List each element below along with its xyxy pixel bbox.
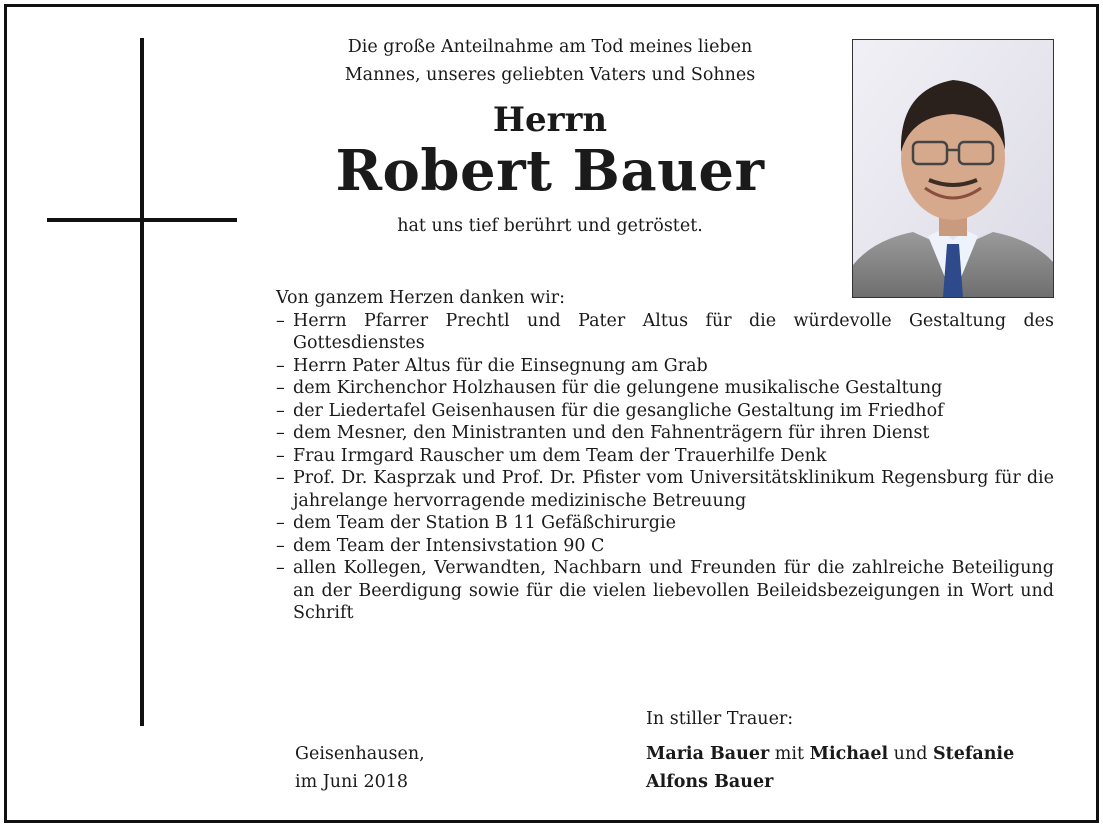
thanks-item: – dem Team der Intensivstation 90 C	[276, 535, 1054, 558]
intro-line-1: Die große Anteilnahme am Tod meines lieben	[347, 37, 753, 57]
thanks-item: – allen Kollegen, Verwandten, Nachbarn und Freunden für die zahlreiche Beteiligung an der Beerdigung sowie für die vielen liebevollen Beileidsbezeigungen in Wort und Schrift	[276, 557, 1054, 625]
thanks-item: – dem Mesner, den Ministranten und den Fahnenträgern für ihren Dienst	[276, 422, 1054, 445]
cross-horizontal-bar	[47, 218, 237, 222]
honorific: Herrn	[492, 100, 608, 140]
family-name-michael: Michael	[809, 744, 889, 764]
family-connector: und	[888, 744, 933, 764]
family-name-stefanie: Stefanie	[932, 744, 1015, 764]
place: Geisenhausen,	[295, 744, 425, 764]
intro-line-2: Mannes, unseres geliebten Vaters und Sohnes	[344, 65, 756, 85]
deceased-name: Robert Bauer	[335, 138, 765, 204]
date: im Juni 2018	[295, 772, 409, 792]
family-line-2: Alfons Bauer	[646, 772, 774, 792]
thanks-item: – dem Kirchenchor Holzhausen für die gelungene musikalische Gestaltung	[276, 377, 1054, 400]
thanks-section	[276, 287, 1054, 625]
thanks-item: – Prof. Dr. Kasprzak und Prof. Dr. Pfister vom Universitätsklinikum Regensburg für die jahrelange hervorragende medizinische Betreuung	[276, 467, 1054, 512]
family-line-1	[646, 740, 1014, 768]
cross-vertical-bar	[140, 38, 144, 726]
family-connector: mit	[769, 744, 810, 764]
thanks-item: – der Liedertafel Geisenhausen für die gesangliche Gestaltung im Friedhof	[276, 400, 1054, 423]
family-name-maria: Maria Bauer	[646, 744, 770, 764]
thanks-list	[276, 310, 1054, 625]
intro-text	[300, 33, 800, 89]
thanks-item: – dem Team der Station B 11 Gefäßchirurgie	[276, 512, 1054, 535]
thanks-item: – Herrn Pfarrer Prechtl und Pater Altus für die würdevolle Gestaltung des Gottesdienstes	[276, 310, 1054, 355]
notice-header	[300, 33, 800, 240]
thanks-item: – Frau Irmgard Rauscher um dem Team der Trauerhilfe Denk	[276, 445, 1054, 468]
thanks-intro: Von ganzem Herzen danken wir:	[276, 288, 565, 308]
thanks-item: – Herrn Pater Altus für die Einsegnung am Grab	[276, 355, 1054, 378]
place-date	[295, 740, 425, 796]
subtitle: hat uns tief berührt und getröstet.	[397, 216, 703, 236]
portrait-photo	[852, 39, 1054, 298]
closing-label: In stiller Trauer:	[646, 709, 794, 729]
portrait-photo-icon	[853, 40, 1053, 297]
family-signature	[646, 740, 1014, 796]
